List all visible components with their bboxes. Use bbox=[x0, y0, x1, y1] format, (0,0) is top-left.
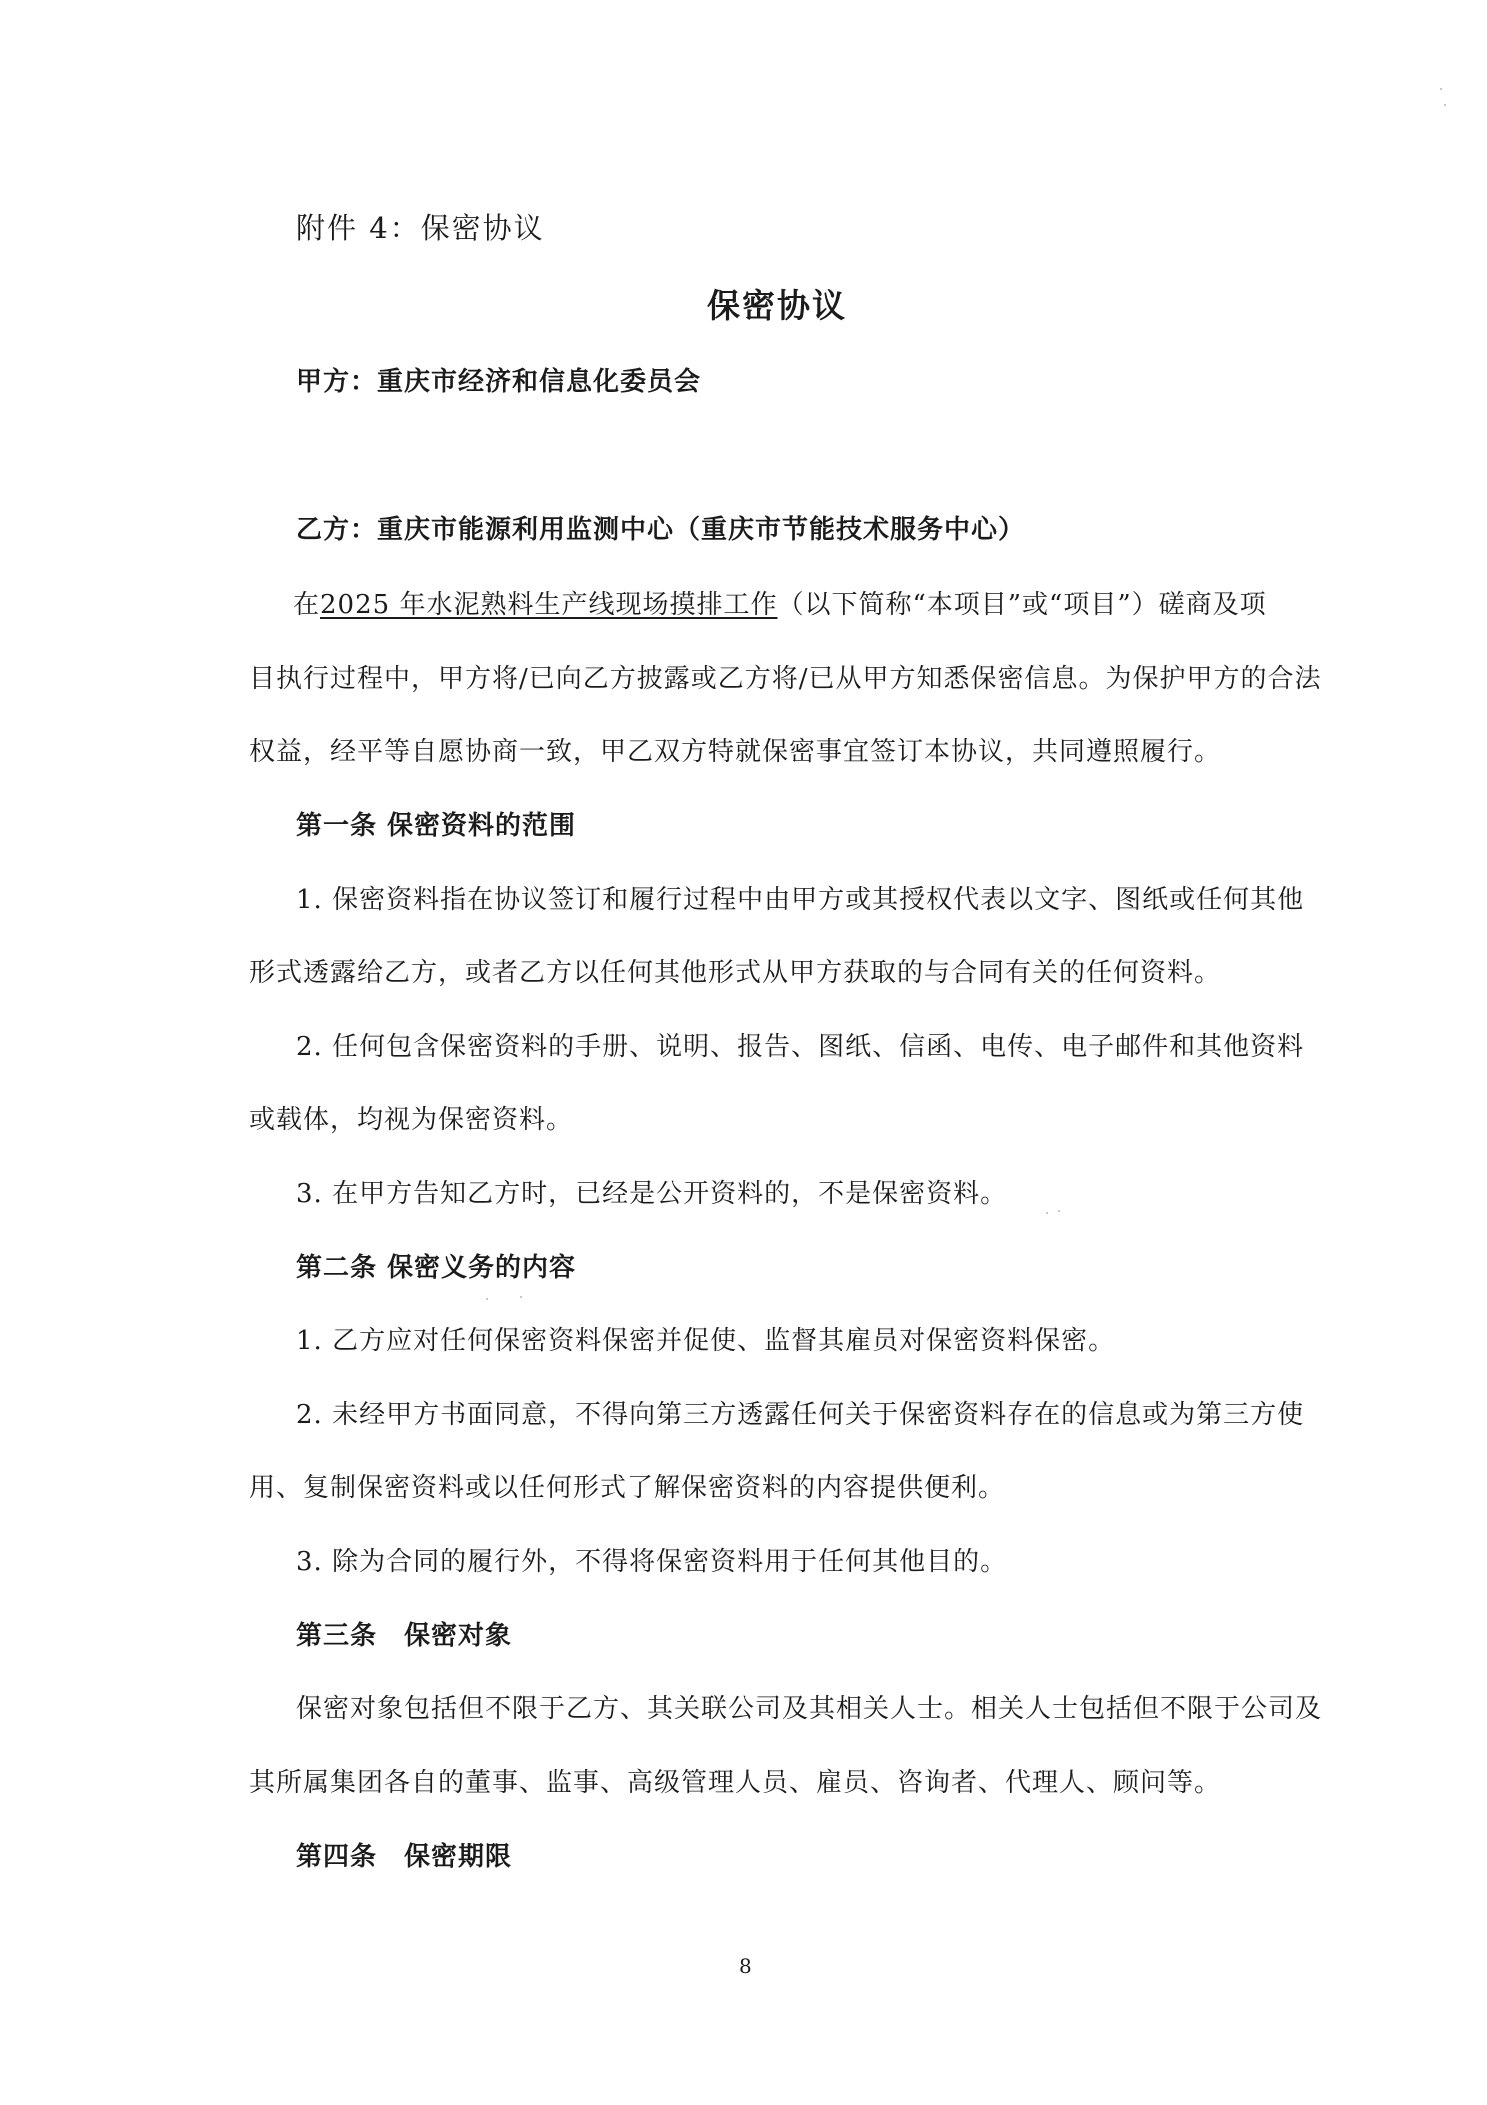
page-number: 8 bbox=[739, 1954, 752, 1978]
party-b: 乙方：重庆市能源利用监测中心（重庆市节能技术服务中心） bbox=[296, 515, 1026, 545]
document-title: 保密协议 bbox=[707, 286, 847, 325]
article-2-p2-line-2: 用、复制保密资料或以任何形式了解保密资料的内容提供便利。 bbox=[249, 1473, 1006, 1503]
article-3-line-2: 其所属集团各自的董事、监事、高级管理人员、雇员、咨询者、代理人、顾问等。 bbox=[249, 1768, 1222, 1798]
scan-speck bbox=[1058, 1210, 1060, 1212]
article-2-heading: 第二条 保密义务的内容 bbox=[296, 1253, 577, 1283]
intro-prefix: 在 bbox=[293, 590, 321, 620]
article-2-p3: 3. 除为合同的履行外，不得将保密资料用于任何其他目的。 bbox=[296, 1547, 1008, 1577]
article-4-heading: 第四条 保密期限 bbox=[296, 1842, 513, 1872]
scan-speck bbox=[486, 1298, 488, 1300]
article-1-p2-line-2: 或载体，均视为保密资料。 bbox=[249, 1105, 574, 1135]
intro-line-1-rest: （以下简称“本项目”或“项目”）磋商及项 bbox=[777, 590, 1267, 620]
project-name: 2025 年水泥熟料生产线现场摸排工作 bbox=[320, 590, 778, 620]
article-1-p3: 3. 在甲方告知乙方时，已经是公开资料的，不是保密资料。 bbox=[296, 1179, 1008, 1209]
intro-line-1 bbox=[293, 589, 1267, 621]
intro-line-2: 目执行过程中，甲方将/已向乙方披露或乙方将/已从甲方知悉保密信息。为保护甲方的合法 bbox=[249, 664, 1322, 694]
party-a: 甲方：重庆市经济和信息化委员会 bbox=[296, 367, 702, 397]
article-2-p1: 1. 乙方应对任何保密资料保密并促使、监督其雇员对保密资料保密。 bbox=[296, 1326, 1116, 1356]
article-3-heading: 第三条 保密对象 bbox=[296, 1621, 513, 1651]
article-2-p2-line-1: 2. 未经甲方书面同意，不得向第三方透露任何关于保密资料存在的信息或为第三方使 bbox=[296, 1400, 1305, 1430]
scan-speck bbox=[1046, 1212, 1048, 1214]
article-1-p1-line-1: 1. 保密资料指在协议签订和履行过程中由甲方或其授权代表以文字、图纸或任何其他 bbox=[296, 885, 1305, 915]
scan-speck bbox=[1444, 104, 1446, 106]
article-3-line-1: 保密对象包括但不限于乙方、其关联公司及其相关人士。相关人士包括但不限于公司及 bbox=[296, 1694, 1323, 1724]
scan-speck bbox=[1440, 88, 1442, 90]
article-1-p1-line-2: 形式透露给乙方，或者乙方以任何其他形式从甲方获取的与合同有关的任何资料。 bbox=[249, 958, 1222, 988]
article-1-heading: 第一条 保密资料的范围 bbox=[296, 811, 577, 841]
intro-line-3: 权益，经平等自愿协商一致，甲乙双方特就保密事宜签订本协议，共同遵照履行。 bbox=[249, 737, 1222, 767]
article-1-p2-line-1: 2. 任何包含保密资料的手册、说明、报告、图纸、信函、电传、电子邮件和其他资料 bbox=[296, 1032, 1305, 1062]
attachment-label: 附件 4：保密协议 bbox=[296, 211, 545, 245]
scan-speck bbox=[520, 1296, 522, 1298]
